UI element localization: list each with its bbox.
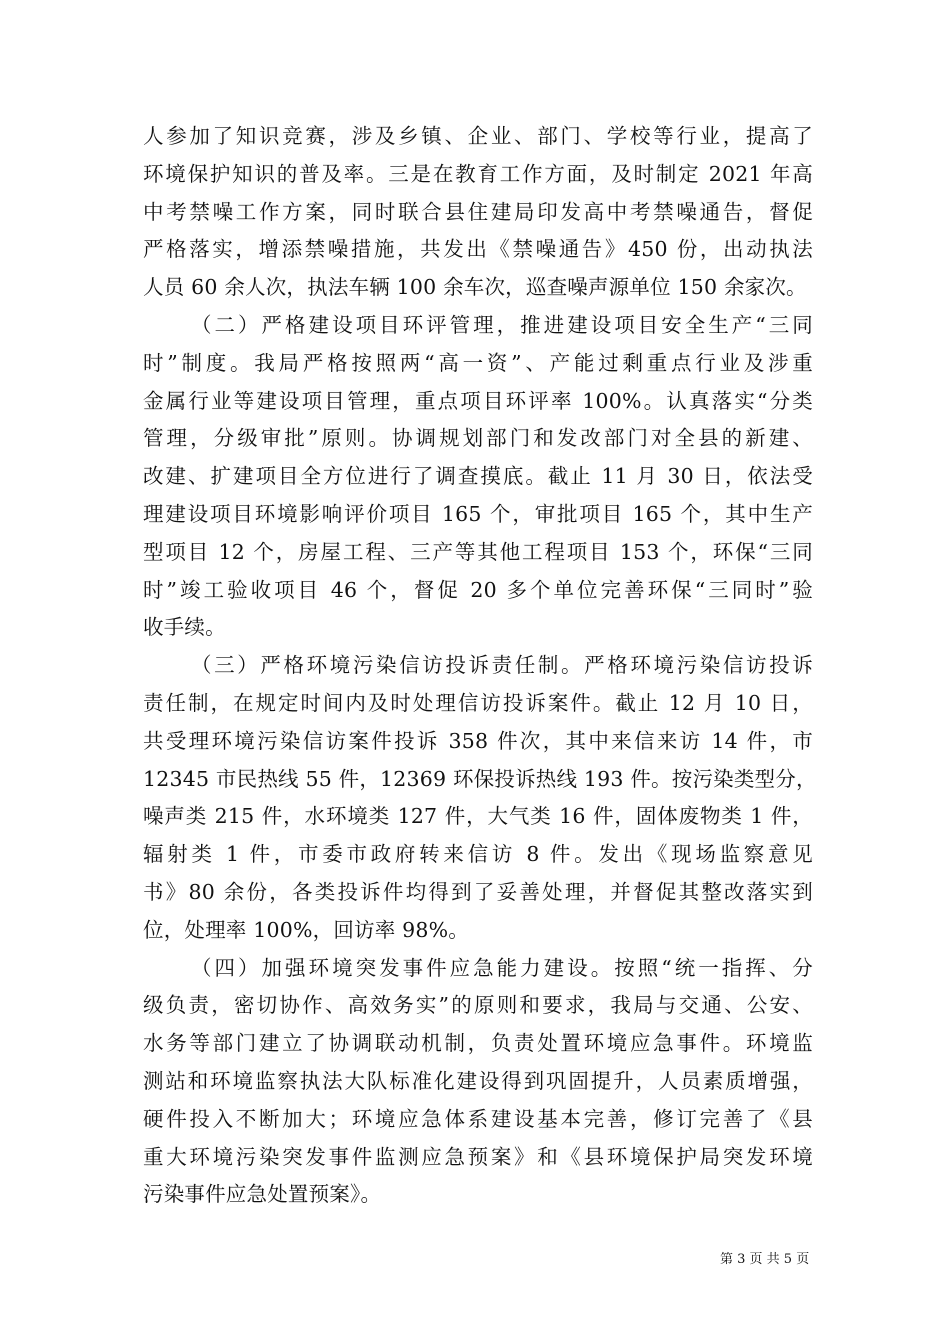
paragraph-line: 重大环境污染突发事件监测应急预案》和《县环境保护局突发环境 bbox=[143, 1144, 813, 1169]
paragraph-line: 级负责，密切协作、高效务实”的原则和要求，我局与交通、公安、 bbox=[143, 993, 813, 1018]
paragraph-line: 时”竣工验收项目 46 个，督促 20 多个单位完善环保“三同时”验 bbox=[143, 577, 813, 602]
paragraph-line: 硬件投入不断加大；环境应急体系建设基本完善，修订完善了《县 bbox=[143, 1106, 813, 1131]
paragraph-line: 污染事件应急处置预案》。 bbox=[143, 1182, 382, 1207]
paragraph-line: 中考禁噪工作方案，同时联合县住建局印发高中考禁噪通告，督促 bbox=[143, 199, 813, 224]
paragraph-line: 水务等部门建立了协调联动机制，负责处置环境应急事件。环境监 bbox=[143, 1031, 813, 1056]
section-heading-line: （三）严格环境污染信访投诉责任制。严格环境污染信访投诉 bbox=[191, 653, 813, 678]
paragraph-line: 人参加了知识竞赛，涉及乡镇、企业、部门、学校等行业，提高了 bbox=[143, 124, 813, 148]
paragraph-line: 时”制度。我局严格按照两“高一资”、产能过剩重点行业及涉重 bbox=[143, 350, 813, 375]
paragraph-line: 12345 市民热线 55 件，12369 环保投诉热线 193 件。按污染类型分， bbox=[143, 766, 817, 791]
paragraph-line: 辐射类 1 件，市委市政府转来信访 8 件。发出《现场监察意见 bbox=[143, 842, 813, 867]
paragraph-line: 测站和环境监察执法大队标准化建设得到巩固提升，人员素质增强， bbox=[143, 1068, 813, 1093]
section-heading-line: （四）加强环境突发事件应急能力建设。按照“统一指挥、分 bbox=[191, 955, 813, 980]
paragraph-line: 位，处理率 100%，回访率 98%。 bbox=[143, 917, 470, 942]
paragraph-line: 金属行业等建设项目管理，重点项目环评率 100%。认真落实“分类 bbox=[143, 388, 813, 413]
paragraph-line: 理建设项目环境影响评价项目 165 个，审批项目 165 个，其中生产 bbox=[143, 501, 813, 526]
paragraph-line: 环境保护知识的普及率。三是在教育工作方面，及时制定 2021 年高 bbox=[143, 161, 813, 186]
paragraph-line: 型项目 12 个，房屋工程、三产等其他工程项目 153 个，环保“三同 bbox=[143, 539, 813, 564]
paragraph-line: 噪声类 215 件，水环境类 127 件，大气类 16 件，固体废物类 1 件， bbox=[143, 804, 813, 829]
paragraph-line: 改建、扩建项目全方位进行了调查摸底。截止 11 月 30 日，依法受 bbox=[143, 464, 813, 489]
paragraph-line: 收手续。 bbox=[143, 615, 226, 640]
section-heading-line: （二）严格建设项目环评管理，推进建设项目安全生产“三同 bbox=[191, 312, 813, 337]
paragraph-line: 人员 60 余人次，执法车辆 100 余车次，巡查噪声源单位 150 余家次。 bbox=[143, 275, 807, 300]
page-number: 第 3 页 共 5 页 bbox=[720, 1252, 810, 1267]
paragraph-line: 书》80 余份，各类投诉件均得到了妥善处理，并督促其整改落实到 bbox=[143, 879, 813, 904]
document-body bbox=[143, 118, 817, 1214]
paragraph-line: 责任制，在规定时间内及时处理信访投诉案件。截止 12 月 10 日， bbox=[143, 690, 813, 715]
paragraph-line: 共受理环境污染信访案件投诉 358 件次，其中来信来访 14 件，市 bbox=[143, 728, 813, 753]
paragraph-line: 严格落实，增添禁噪措施，共发出《禁噪通告》450 份，出动执法 bbox=[143, 237, 813, 262]
paragraph-line: 管理，分级审批”原则。协调规划部门和发改部门对全县的新建、 bbox=[143, 426, 813, 451]
